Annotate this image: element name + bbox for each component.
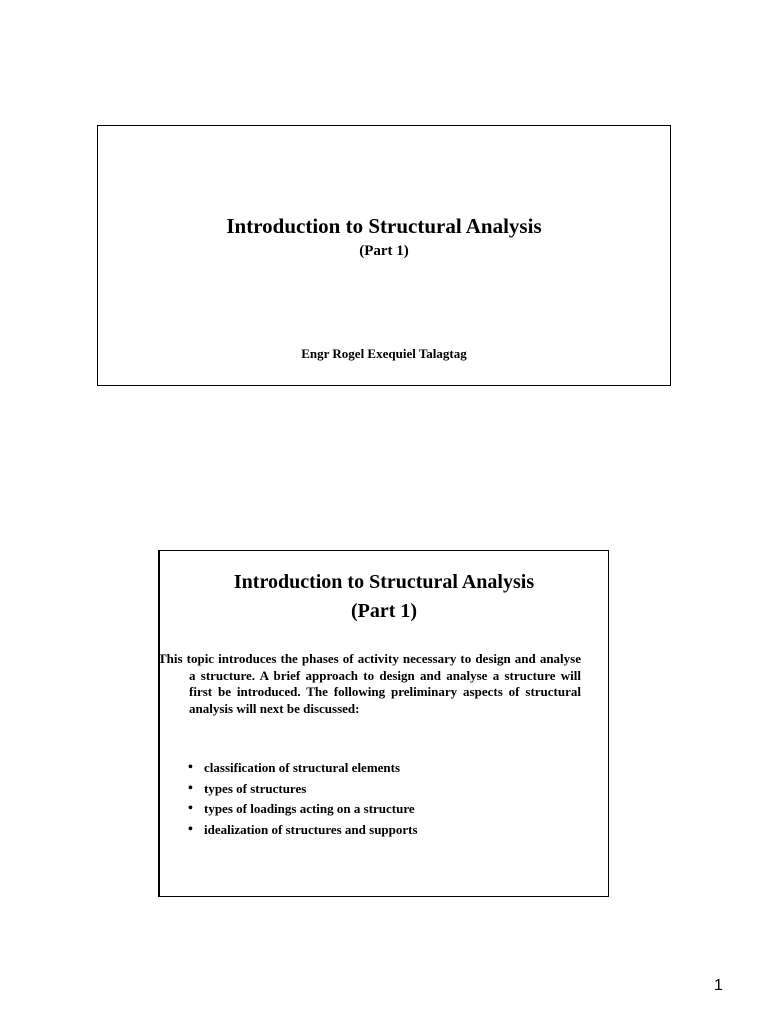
content-slide-title-line1: Introduction to Structural Analysis xyxy=(233,571,535,593)
bullet-icon: • xyxy=(188,801,193,816)
list-item xyxy=(188,799,418,820)
slide-title: Introduction to Structural Analysis xyxy=(226,214,542,238)
bullet-icon: • xyxy=(188,780,193,796)
intro-paragraph: This topic introduces the phases of activity necessary to design and analyse a structure. A brief approach to design and analyse a structure will first be introduced. The following preliminary aspects of structural analysis will next be discussed: xyxy=(158,651,581,716)
bullet-icon: • xyxy=(188,821,193,837)
topic-list xyxy=(188,758,418,840)
list-item xyxy=(188,779,418,800)
list-item-text: classification of structural elements xyxy=(204,760,401,775)
page-number: 1 xyxy=(714,977,723,994)
title-slide xyxy=(97,125,671,386)
list-item-text: types of structures xyxy=(204,780,307,796)
content-slide-title-line2: (Part 1) xyxy=(350,600,418,622)
content-slide xyxy=(158,550,609,897)
bullet-icon: • xyxy=(188,760,193,775)
list-item xyxy=(188,820,418,841)
list-item xyxy=(188,758,418,779)
list-item-text: types of loadings acting on a structure xyxy=(204,801,415,816)
slide-author: Engr Rogel Exequiel Talagtag xyxy=(301,346,467,361)
content-slide-title xyxy=(160,568,608,626)
list-item-text: idealization of structures and supports xyxy=(204,821,418,837)
slide-subtitle: (Part 1) xyxy=(359,243,409,259)
